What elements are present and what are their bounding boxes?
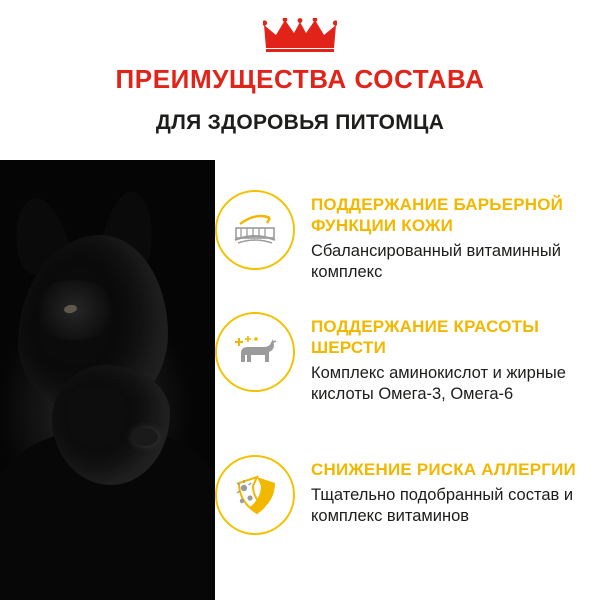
skin-barrier-icon: [215, 190, 295, 270]
page-subtitle: ДЛЯ ЗДОРОВЬЯ ПИТОМЦА: [155, 111, 445, 134]
benefit-title: ПОДДЕРЖАНИЕ КРАСОТЫ ШЕРСТИ: [311, 317, 540, 357]
benefit-description: Сбалансированный витаминный комплекс: [311, 242, 561, 281]
benefit-title: ПОДДЕРЖАНИЕ БАРЬЕРНОЙ ФУНКЦИИ КОЖИ: [311, 195, 564, 235]
benefit-text: [311, 312, 600, 405]
dog-photo: [0, 160, 215, 600]
benefit-item: [215, 190, 600, 283]
benefits-list: [215, 160, 600, 600]
benefit-description: Комплекс аминокислот и жирные кислоты Омега-3, Омега-6: [311, 364, 566, 403]
page-header: [0, 0, 600, 160]
benefit-item: [215, 312, 600, 405]
allergy-shield-icon: [215, 455, 295, 535]
benefit-item: [215, 455, 600, 535]
royal-crown-icon: [263, 18, 337, 52]
benefit-description: Тщательно подобранный состав и комплекс витаминов: [311, 486, 574, 525]
dog-coat-icon: [215, 312, 295, 392]
dog-nose-shape: [132, 428, 158, 446]
benefit-text: [311, 455, 600, 527]
benefit-title: СНИЖЕНИЕ РИСКА АЛЛЕРГИИ: [311, 460, 576, 479]
page-title: ПРЕИМУЩЕСТВА СОСТАВА: [115, 64, 485, 94]
benefit-text: [311, 190, 600, 283]
